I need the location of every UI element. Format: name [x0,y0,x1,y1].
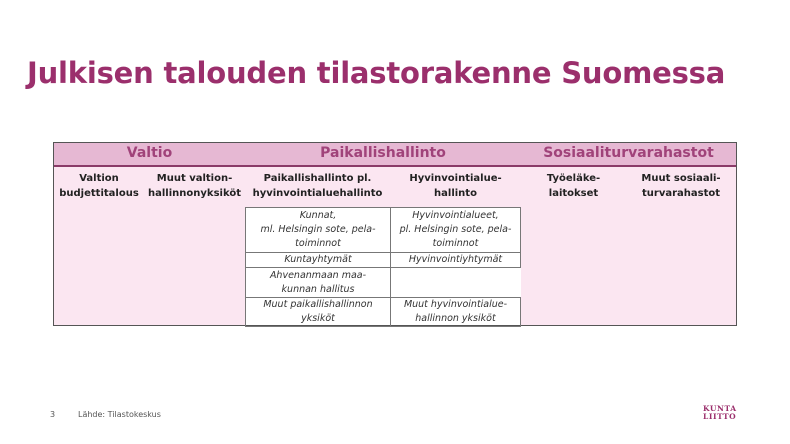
unit-line: kunnan hallitus [281,283,355,295]
source-note: Lähde: Tilastokeskus [78,410,161,419]
subsector-line: Muut sosiaali- [641,173,721,184]
subsector-hyvinvointialuehallinto [390,171,521,201]
units-body-row [54,207,736,325]
sector-valtio: Valtio [126,145,173,161]
unit-line: hallinnon yksiköt [415,313,496,324]
unit-line: ml. Helsingin sote, pela- [260,224,376,235]
subsector-line: laitokset [548,188,599,199]
logo-line: KUNTA [703,404,737,413]
sector-paikallishallinto: Paikallishallinto [320,145,446,161]
statistics-structure-table [53,142,737,326]
subsector-line: hallinnonyksiköt [148,188,241,199]
unit-line: Muut paikallishallinnon [263,299,373,310]
unit-muut-hyvinvointialuehallinnon [390,297,521,327]
subsector-muut-valtionhallinnonyksikot [144,171,245,201]
valtio-body-fill [54,207,245,325]
unit-line: Kunnat, [299,210,337,221]
subsector-paikallishallinto [245,171,390,201]
subsector-muut-sosiaaliturvarahastot [626,171,736,201]
subsector-line: turvarahastot [641,188,721,199]
unit-line: toiminnot [432,238,479,249]
unit-ahvenanmaa [245,267,391,298]
subsector-line: hyvinvointialuehallinto [252,188,383,199]
subsector-line: Valtion [79,173,119,184]
subsector-line: Työeläke- [546,173,601,184]
subsector-header-row [54,167,736,207]
unit-line: yksiköt [301,313,335,324]
unit-line: Ahvenanmaan maa- [269,269,367,281]
unit-line: Hyvinvointiyhtymät [408,254,503,265]
unit-line: Hyvinvointialueet, [412,210,499,221]
unit-line: Muut hyvinvointialue- [403,299,508,310]
subsector-line: Hyvinvointialue- [409,173,502,184]
sosiaaliturva-body-fill [521,207,736,325]
sector-header-row [54,143,736,167]
kuntaliitto-logo [703,405,743,423]
subsector-tyoelakelaitokset [521,171,626,201]
local-government-units [245,207,521,325]
page-number: 3 [50,410,56,419]
unit-kunnat [245,207,391,253]
page-title: Julkisen talouden tilastorakenne Suomessa [27,56,726,90]
sector-sosiaaliturvarahastot: Sosiaaliturvarahastot [543,145,714,161]
subsector-line: Paikallishallinto pl. [263,173,372,184]
unit-line: pl. Helsingin sote, pela- [399,224,512,235]
unit-line: toiminnot [295,238,341,249]
subsector-line: budjettitalous [59,188,139,199]
unit-hyvinvointiyhtymat [390,252,521,268]
unit-line: Kuntayhtymät [284,254,352,265]
logo-line: LIITTO [703,412,737,421]
unit-hyvinvointialueet [390,207,521,253]
unit-muut-paikallishallinnon [245,297,391,327]
subsector-line: Muut valtion- [156,173,233,184]
subsector-valtion-budjettitalous [54,171,144,201]
unit-kuntayhtymat [245,252,391,268]
subsector-line: hallinto [434,188,477,199]
